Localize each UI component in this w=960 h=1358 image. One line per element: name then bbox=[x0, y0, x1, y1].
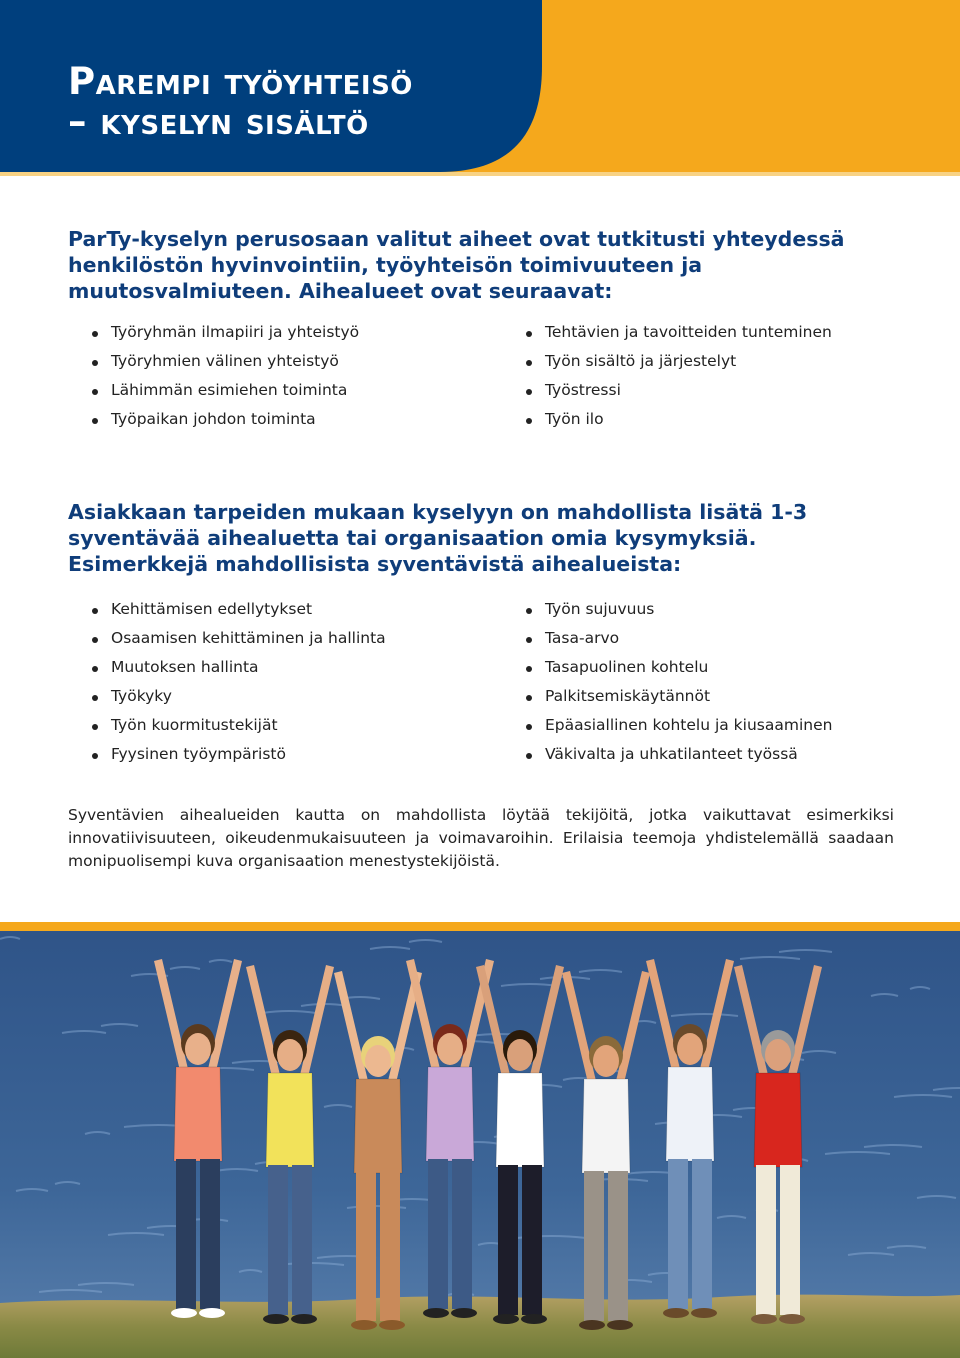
list-item: Muutoksen hallinta bbox=[89, 653, 386, 682]
list-item: Tasa-arvo bbox=[523, 624, 832, 653]
list-item: Tehtävien ja tavoitteiden tunteminen bbox=[523, 318, 832, 347]
page-title bbox=[68, 62, 413, 142]
closing-paragraph: Syventävien aihealueiden kautta on mahdollista löytää tekijöitä, jotka vaikuttavat esimerkiksi innovatiivisuuteen, oikeudenmukaisuuteen ja voimavaroihin. Erilaisia teemoja yhdistelemällä saadaan monipuolisempi kuva organisaation menestystekijöistä. bbox=[68, 806, 894, 870]
list-item: Työn sisältö ja järjestelyt bbox=[523, 347, 832, 376]
list-item: Työpaikan johdon toiminta bbox=[89, 405, 359, 434]
group-photo bbox=[0, 931, 960, 1358]
list-item: Lähimmän esimiehen toiminta bbox=[89, 376, 359, 405]
list-item: Työn kuormitustekijät bbox=[89, 711, 386, 740]
list-item: Väkivalta ja uhkatilanteet työssä bbox=[523, 740, 832, 769]
list-item: Työryhmän ilmapiiri ja yhteistyö bbox=[89, 318, 359, 347]
list-item: Työstressi bbox=[523, 376, 832, 405]
list-item: Fyysinen työympäristö bbox=[89, 740, 386, 769]
list-item: Työn ilo bbox=[523, 405, 832, 434]
intro-paragraph: ParTy-kyselyn perusosaan valitut aiheet ovat tutkitusti yhteydessä henkilöstön hyvinvointiin, työyhteisön toimivuuteen ja muutosvalmiuteen. Aihealueet ovat seuraavat: bbox=[68, 227, 845, 303]
core-topics-left-list bbox=[89, 318, 359, 434]
optional-topics-left-list bbox=[89, 595, 386, 769]
title-line-1: Parempi työyhteisö bbox=[68, 60, 413, 103]
core-topics-right-list bbox=[523, 318, 832, 434]
list-item: Työryhmien välinen yhteistyö bbox=[89, 347, 359, 376]
list-item: Kehittämisen edellytykset bbox=[89, 595, 386, 624]
list-item: Työn sujuvuus bbox=[523, 595, 832, 624]
list-item: Osaamisen kehittäminen ja hallinta bbox=[89, 624, 386, 653]
group-photo-illustration bbox=[0, 931, 960, 1358]
grass-shore bbox=[0, 1295, 960, 1358]
title-line-2: – kyselyn sisältö bbox=[68, 100, 369, 143]
optional-topics-right-list bbox=[523, 595, 832, 769]
list-item: Palkitsemiskäytännöt bbox=[523, 682, 832, 711]
list-item: Epäasiallinen kohtelu ja kiusaaminen bbox=[523, 711, 832, 740]
photo-top-stripe bbox=[0, 922, 960, 931]
list-item: Työkyky bbox=[89, 682, 386, 711]
optional-topics-paragraph: Asiakkaan tarpeiden mukaan kyselyyn on mahdollista lisätä 1-3 syventävää aihealuetta tai organisaation omia kysymyksiä. Esimerkkejä mahdollisista syventävistä aihealueista: bbox=[68, 500, 808, 576]
list-item: Tasapuolinen kohtelu bbox=[523, 653, 832, 682]
